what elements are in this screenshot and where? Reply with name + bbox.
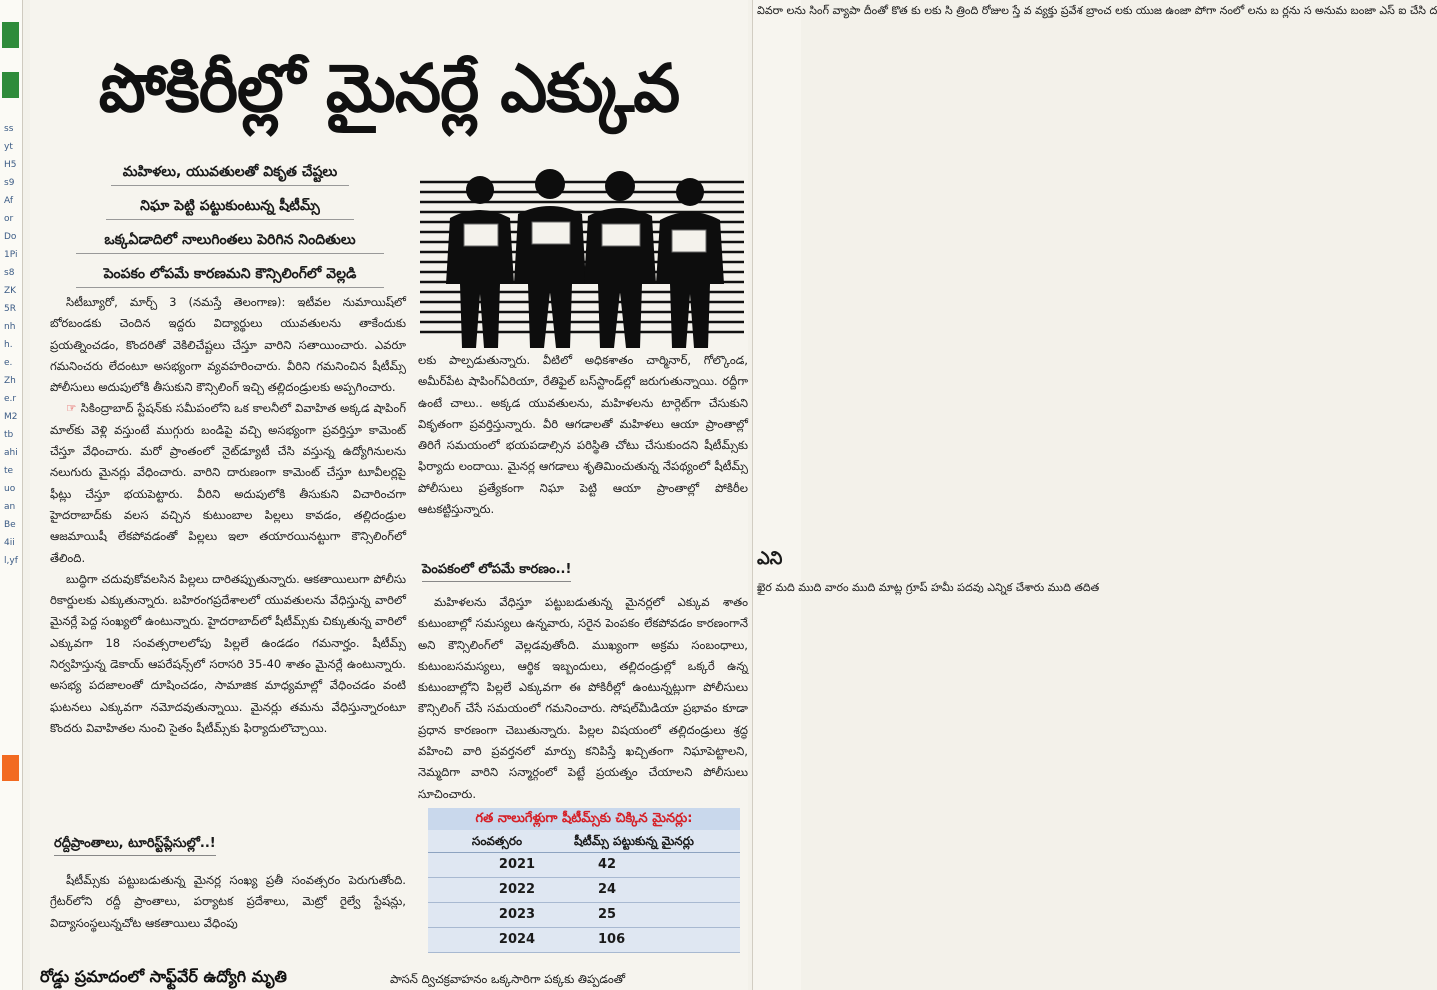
article-paragraph: లకు పాల్పడుతున్నారు. వీటిలో అధికశాతం చార్మినార్, గోల్కొండ, అమీర్‌పేట షాపింగ్‌ఏరియా, రేతిఫైల్ బస్‌స్టాండ్‌ల్లో జరుగుతున్నాయి. రద్దీగా ఉంటే చాలు.. అక్కడ యువతులను, మహిళలను టార్గెట్‌గా చేసుకుని వికృతంగా ప్రవర్తిస్తున్నారు. వీరి ఆగడాలతో మహిళలు ఆయా ప్రాంతాల్లో తిరిగే సమయంలో భయపడాల్సిన పరిస్థితి చోటు చేసుకుందని షీటీమ్స్‌కు ఫిర్యాదు లందాయి. మైనర్ల ఆగడాలు శృతిమించుతున్న నేపథ్యంలో షీటీమ్స్ పోలీసులు ప్రత్యేకంగా నిఘా పెట్టి ఆయా ప్రాంతాల్లో పోకిరీల ఆటకట్టిస్తున్నారు. (418, 353, 748, 517)
placard (532, 222, 570, 244)
table-cell-count: 25 (598, 907, 617, 922)
headline: పోకిరీల్లో మైనర్లే ఎక్కువ (98, 50, 680, 127)
table-cell-year: 2021 (498, 857, 536, 872)
table-row (428, 853, 740, 878)
subheadline: నిఘా పెట్టి పట్టుకుంటున్న షీటీమ్స్ (106, 196, 354, 220)
section-subhead: రద్దీప్రాంతాలు, టూరిస్ట్‌ప్లేసుల్లో..! (54, 836, 216, 856)
next-article-text: పాసన్ ద్విచక్రవాహనం ఒక్కసారిగా పక్కకు తిప్పడంతో (390, 972, 626, 986)
article-column-1-tail (50, 870, 406, 934)
section-subhead: పెంపకంలో లోపమే కారణం..! (422, 562, 571, 582)
article-column-1 (50, 292, 406, 739)
placard (672, 230, 706, 252)
article-paragraph-text: సికింద్రాబాద్ స్టేషన్‌కు సమీపంలోని ఒక కాలనీలో వివాహిత అక్కడ షాపింగ్ మాల్‌కు వెళ్లి వస్తుంటే ముగ్గురు బండిపై వచ్చి అసభ్యంగా ప్రవర్తిస్తూ కామెంట్ చేస్తూ వేధించారు. మరో ప్రాంతంలో నైట్‌డ్యూటీ చేసి వస్తున్న ఉద్యోగినులను నలుగురు మైనర్లు వేధించారు. వారిని దారుణంగా కామెంట్ చేస్తూ టూవీలర్లపై ఫీట్లు చేస్తూ భయపెట్టారు. వీరిని అదుపులోకి తీసుకుని విచారించగా హైదరాబాద్‌కు వలస వచ్చిన కుటుంబాల పిల్లలు కావడం, తల్లిదండ్రుల ఆజమాయిషీ లేకపోవడంతో పిల్లలు ఇలా తయారయినట్టుగా కౌన్సిలింగ్‌లో తేలింది. (50, 401, 406, 565)
subheadline: మహిళలు, యువతులతో వికృత చేష్టలు (111, 162, 349, 186)
adjacent-column-right (752, 0, 1437, 990)
article-paragraph (50, 398, 406, 568)
table-header-count: షీటీమ్స్ పట్టుకున్న మైనర్లు (574, 834, 694, 848)
subheadline-list (52, 162, 408, 298)
right-column-text-2: ఖైర మది ముది వారం ముది మాట్ల గ్రూప్ హమీ పదవు ఎన్నిక చేశారు ముది తదిత (757, 581, 1100, 594)
adjacent-page-left-strip (0, 0, 23, 990)
table-row (428, 903, 740, 928)
table-cell-count: 24 (598, 882, 617, 897)
green-color-mark (2, 22, 19, 48)
minors-caught-table (428, 808, 740, 952)
article-paragraph: షీటీమ్స్‌కు పట్టుబడుతున్న మైనర్ల సంఖ్య ప్రతీ సంవత్సరం పెరుగుతోంది. గ్రేటర్‌లోని రద్దీ ప్రాంతాలు, పర్యాటక ప్రదేశాలు, మెట్రో రైల్వే స్టేషన్లు, విద్యాసంస్థలున్నచోట ఆకతాయిలు వేధింపు (50, 873, 406, 930)
placard (602, 224, 640, 246)
silhouette-lineup-illustration (420, 168, 744, 348)
orange-color-mark (2, 755, 19, 781)
table-cell-count: 42 (598, 857, 617, 872)
table-header-row (428, 830, 740, 853)
next-article-headline: రోడ్డు ప్రమాదంలో సాఫ్ట్‌వేర్ ఉద్యోగి మృతి (40, 967, 287, 986)
subheadline: పెంపకం లోపమే కారణమని కౌన్సిలింగ్‌లో వెల్లడి (76, 264, 384, 288)
table-title: గత నాలుగేళ్లుగా షీటీమ్స్‌కు చిక్కిన మైనర్లు: (428, 808, 740, 830)
article-paragraph: మహిళలను వేధిస్తూ పట్టుబడుతున్న మైనర్లలో ఎక్కువ శాతం కుటుంబాల్లో సమస్యలు ఉన్నవారు, సరైన పెంపకం లేకపోవడం కారణంగానే అని కౌన్సిలింగ్‌లో వెల్లడవుతోంది. ముఖ్యంగా అక్రమ సంబంధాలు, కుటుంబసమస్యలు, ఆర్థిక ఇబ్బందులు, తల్లిదండ్రుల్లో ఒక్కరే ఉన్న కుటుంబాల్లోని పిల్లలే ఎక్కువగా ఈ పోకిరీల్లో ఉంటున్నట్లుగా పోలీసులు కౌన్సిలింగ్ చేసే సమయంలో గమనించారు. సోషల్‌మీడియా ప్రభావం కూడా ప్రధాన కారణంగా చెబుతున్నారు. పిల్లల విషయంలో తల్లిదండ్రులు శ్రద్ధ వహించి వారి ప్రవర్తనలో మార్పు కనిపిస్తే ఖచ్చితంగా నిఘాపెట్టాలని, నెమ్మదిగా వారిని సన్మార్గంలో పెట్టే ప్రయత్నం చేయాలని పోలీసులు సూచించారు. (418, 595, 748, 801)
article-page (30, 0, 748, 990)
hand-pointer-icon: ☞ (66, 401, 81, 416)
table-row (428, 928, 740, 953)
placard (464, 224, 498, 246)
article-column-2 (418, 350, 748, 520)
table-header-year: సంవత్సరం (471, 834, 523, 848)
article-column-2-part2 (418, 592, 748, 805)
article-paragraph: సిటీబ్యూరో, మార్చ్ 3 (నమస్తే తెలంగాణ): ఇటీవల నుమాయిష్‌లో బోరబండకు చెందిన ఇద్దరు విద్యార్థులు యువతులను తాకేందుకు ప్రయత్నించడం, కొందరితో వెకిలిచేష్టలు చేస్తూ వారిని సతాయించారు. ఎవరూ గమనించరు లేదంటూ అసభ్యంగా వ్యవహరించారు. వీరిని గమనించిన షీటీమ్స్ పోలీసులు అదుపులోకి తీసుకుని కౌన్సిలింగ్ ఇచ్చి తల్లిదండ్రులకు అప్పగించారు. (50, 295, 406, 395)
table-cell-year: 2022 (498, 882, 536, 897)
table-cell-year: 2023 (498, 907, 536, 922)
article-paragraph: బుద్ధిగా చదువుకోవలసిన పిల్లలు దారితప్పుతున్నారు. ఆకతాయిలుగా పోలీసు రికార్డులకు ఎక్కుతున్నారు. బహిరంగప్రదేశాలలో యువతులను వేధిస్తున్న వారిలో మైనర్లే పెద్ద సంఖ్యలో ఉంటున్నారు. హైదరాబాద్‌లో షీటీమ్స్‌కు చిక్కుతున్న వారిలో ఎక్కువగా 18 సంవత్సరాలలోపు పిల్లలే ఉండడం గమనార్హం. షీటీమ్స్ నిర్వహిస్తున్న డెకాయ్ ఆపరేషన్స్‌లో సరాసరి 35-40 శాతం మైనర్లే ఉంటున్నారు. అసభ్య పదజాలంతో దూషించడం, సామాజిక మాధ్యమాల్లో వేధించడం వంటి ఘటనలు ఎక్కువగా నమోదవుతున్నాయి. మైనర్లు తమను వేధిస్తున్నారంటూ కొందరు వివాహితల నుంచి సైతం షీటీమ్స్‌కు ఫిర్యాదులొచ్చాయి. (50, 571, 406, 735)
table-cell-year: 2024 (498, 932, 536, 947)
left-strip-text: ssytH5s9AforDo1Pis8ZK5Rnhh.e.Zhe.rM2tbahiteuoanBe4iil,yf (4, 124, 18, 566)
table-cell-count: 106 (598, 932, 626, 947)
right-column-text: వివరా లను సింగ్ వ్యాపా దీంతో కొత కు లకు సి త్రింది రోజుల స్తే వ వ్యక్తు ప్రవేశ బ్రాంచ లకు యుజ ఉంజా పోగా నంలో లను బ ర్లను స అనుమ బంజా ఎస్ ఐ చేసి ద (757, 4, 1437, 17)
green-color-mark (2, 72, 19, 98)
table-row (428, 878, 740, 903)
subheadline: ఒక్కఏడాదిలో నాలుగింతలు పెరిగిన నిందితులు (76, 230, 384, 254)
right-column-heading: ఎని (757, 548, 783, 569)
